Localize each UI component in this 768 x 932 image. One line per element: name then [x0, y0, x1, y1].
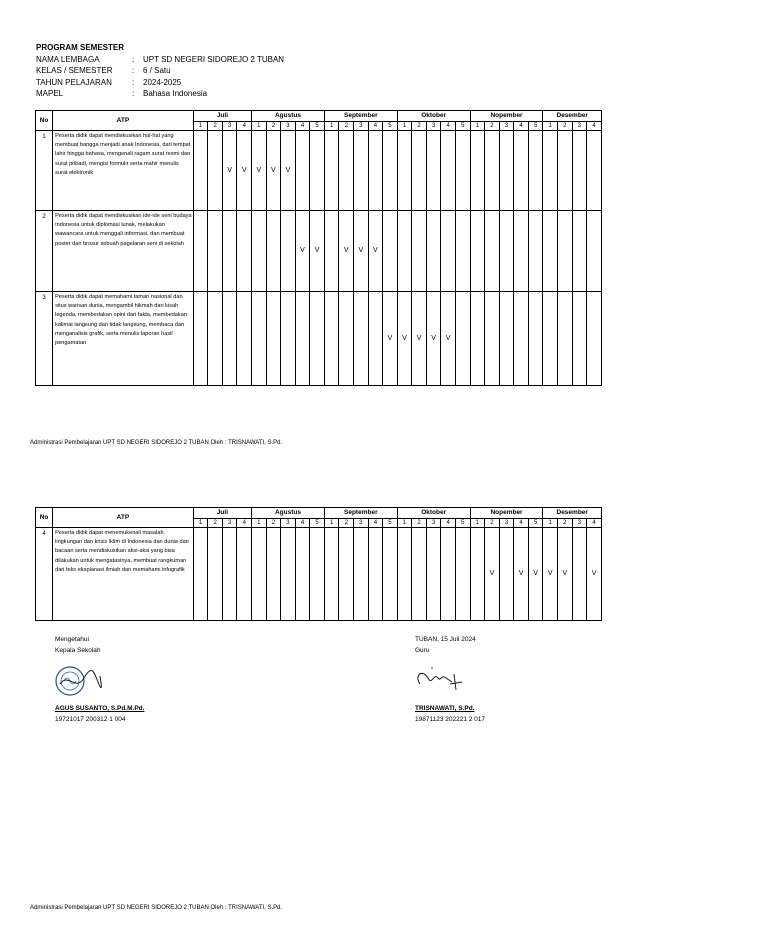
week-cell	[383, 131, 398, 211]
week-cell: V	[222, 131, 237, 211]
week-header: 1	[470, 122, 485, 131]
teacher-name: TRISNAWATI, S.Pd.	[415, 705, 475, 712]
week-header: 3	[426, 122, 441, 131]
month-header: September	[324, 111, 397, 122]
week-header: 3	[426, 519, 441, 528]
week-cell	[412, 211, 427, 292]
week-cell	[558, 211, 573, 292]
week-cell	[470, 528, 485, 621]
week-header: 5	[310, 519, 325, 528]
week-cell	[572, 211, 587, 292]
week-cell	[514, 211, 529, 292]
week-cell	[310, 528, 325, 621]
week-cell	[528, 292, 543, 386]
column-header-no: No	[36, 508, 53, 528]
week-cell	[193, 292, 208, 386]
week-cell	[339, 292, 354, 386]
table-row	[36, 528, 602, 621]
week-cell	[368, 292, 383, 386]
week-cell	[281, 292, 296, 386]
week-cell	[485, 131, 500, 211]
week-cell	[587, 131, 602, 211]
week-cell	[281, 211, 296, 292]
week-cell	[397, 211, 412, 292]
week-cell	[208, 211, 223, 292]
week-cell	[324, 131, 339, 211]
week-cell	[499, 131, 514, 211]
page-footer-1: Administrasi Pembelajaran UPT SD NEGERI SIDOREJO 2 TUBAN Oleh : TRISNAWATI, S.Pd.	[30, 440, 283, 446]
row-number: 1	[36, 131, 53, 211]
week-cell	[237, 211, 252, 292]
week-cell	[310, 292, 325, 386]
week-cell	[543, 292, 558, 386]
week-cell	[397, 528, 412, 621]
week-header: 3	[499, 519, 514, 528]
week-cell	[426, 131, 441, 211]
week-header: 2	[558, 122, 573, 131]
week-header: 4	[368, 122, 383, 131]
week-cell: V	[237, 131, 252, 211]
header-field-class: KELAS / SEMESTER : 6 / Satu	[36, 66, 171, 75]
week-cell	[339, 528, 354, 621]
week-cell	[208, 292, 223, 386]
week-cell	[368, 528, 383, 621]
week-cell: V	[383, 292, 398, 386]
week-cell	[587, 211, 602, 292]
week-cell	[528, 131, 543, 211]
week-header: 4	[368, 519, 383, 528]
week-cell	[295, 131, 310, 211]
week-cell	[324, 211, 339, 292]
month-header: Oktober	[397, 111, 470, 122]
week-cell	[252, 211, 267, 292]
week-cell	[222, 292, 237, 386]
week-cell	[543, 131, 558, 211]
week-cell	[514, 131, 529, 211]
teacher-id: 19871123 202221 2 017	[415, 716, 486, 723]
document-title: PROGRAM SEMESTER	[36, 43, 125, 52]
week-cell: V	[266, 131, 281, 211]
semester-plan-table-2	[35, 507, 602, 621]
week-header: 4	[587, 122, 602, 131]
column-header-atp: ATP	[53, 508, 194, 528]
week-header: 2	[339, 519, 354, 528]
week-cell	[383, 211, 398, 292]
week-cell	[528, 211, 543, 292]
week-cell	[485, 211, 500, 292]
header-field-year: TAHUN PELAJARAN : 2024-2025	[36, 77, 182, 87]
week-cell	[499, 292, 514, 386]
week-cell	[324, 528, 339, 621]
week-header: 3	[572, 122, 587, 131]
week-header: 1	[193, 122, 208, 131]
principal-name-block	[55, 703, 144, 725]
week-cell	[222, 528, 237, 621]
week-cell: V	[310, 211, 325, 292]
table-row	[36, 292, 602, 386]
week-header: 3	[281, 122, 296, 131]
week-cell	[266, 292, 281, 386]
week-cell	[397, 131, 412, 211]
week-cell	[310, 131, 325, 211]
row-number: 2	[36, 211, 53, 292]
week-cell: V	[354, 211, 369, 292]
week-header: 3	[354, 519, 369, 528]
week-header: 4	[295, 122, 310, 131]
week-cell	[354, 528, 369, 621]
month-header: Agustus	[252, 508, 325, 519]
table-row	[36, 131, 602, 211]
week-cell	[455, 292, 470, 386]
week-cell	[426, 211, 441, 292]
row-atp-text: Peserta didik dapat memahami taman nasional dan situs warisan dunia, mengambil hikmah dari kisah legenda, membedakan opini dari fakta, membedakan kalimat langsung dan tidak langsung, membaca dan menganalisis grafik, serta menulis laporan hasil pengamatan	[53, 292, 194, 386]
week-cell	[339, 131, 354, 211]
row-number: 3	[36, 292, 53, 386]
month-header: Nopember	[470, 111, 543, 122]
week-header: 2	[208, 519, 223, 528]
row-number: 4	[36, 528, 53, 621]
week-header: 4	[587, 519, 602, 528]
week-cell	[587, 292, 602, 386]
week-header: 1	[543, 519, 558, 528]
table-row	[36, 211, 602, 292]
week-cell: V	[587, 528, 602, 621]
week-header: 1	[543, 122, 558, 131]
week-cell	[412, 131, 427, 211]
week-header: 1	[193, 519, 208, 528]
header-field-subject: MAPEL : Bahasa Indonesia	[36, 89, 208, 98]
week-cell	[543, 211, 558, 292]
column-header-no: No	[36, 111, 53, 131]
week-cell	[193, 211, 208, 292]
week-cell	[237, 528, 252, 621]
week-header: 5	[455, 519, 470, 528]
teacher-name-block	[415, 703, 485, 725]
document-header	[36, 42, 284, 100]
week-cell	[441, 528, 456, 621]
week-header: 1	[397, 519, 412, 528]
signature-block-principal: Mengetahui Kepala Sekolah	[55, 636, 101, 654]
week-cell: V	[543, 528, 558, 621]
week-cell	[295, 292, 310, 386]
week-cell	[266, 211, 281, 292]
week-header: 5	[383, 519, 398, 528]
page-footer-2: Administrasi Pembelajaran UPT SD NEGERI SIDOREJO 2 TUBAN Oleh : TRISNAWATI, S.Pd.	[30, 905, 283, 911]
week-header: 4	[295, 519, 310, 528]
week-cell	[208, 131, 223, 211]
week-cell	[499, 211, 514, 292]
week-header: 5	[528, 519, 543, 528]
week-cell	[281, 528, 296, 621]
week-cell	[485, 292, 500, 386]
week-cell	[412, 528, 427, 621]
week-cell	[455, 131, 470, 211]
week-cell	[514, 292, 529, 386]
week-header: 5	[383, 122, 398, 131]
week-header: 5	[310, 122, 325, 131]
week-cell	[222, 211, 237, 292]
week-cell	[193, 528, 208, 621]
week-header: 4	[514, 519, 529, 528]
week-cell	[558, 292, 573, 386]
month-header: Desember	[543, 508, 602, 519]
week-header: 2	[208, 122, 223, 131]
week-header: 3	[572, 519, 587, 528]
semester-plan-table-1	[35, 110, 602, 386]
week-header: 4	[237, 519, 252, 528]
week-cell: V	[295, 211, 310, 292]
week-cell	[441, 211, 456, 292]
week-header: 3	[281, 519, 296, 528]
month-header: Oktober	[397, 508, 470, 519]
week-cell	[354, 131, 369, 211]
month-header: Juli	[193, 508, 251, 519]
week-header: 2	[485, 519, 500, 528]
week-cell: V	[514, 528, 529, 621]
week-cell	[426, 528, 441, 621]
week-cell	[193, 131, 208, 211]
week-cell	[252, 528, 267, 621]
week-header: 3	[499, 122, 514, 131]
principal-stamp-signature	[54, 664, 106, 698]
week-header: 2	[266, 122, 281, 131]
week-header: 1	[324, 519, 339, 528]
week-header: 1	[324, 122, 339, 131]
row-atp-text: Peserta didik dapat mendiskusikan ide-ide seni budaya Indonesia untuk diplomasi lunak, melakukan wawancara untuk menggali informasi, dan membuat poster dan brosur sebuah pagelaran seni di sekolah	[53, 211, 194, 292]
week-cell	[558, 131, 573, 211]
week-cell	[237, 292, 252, 386]
week-cell	[470, 292, 485, 386]
week-cell	[354, 292, 369, 386]
week-cell	[441, 131, 456, 211]
week-cell	[470, 131, 485, 211]
week-cell	[572, 292, 587, 386]
principal-id: 19721017 200312 1 004	[55, 716, 126, 723]
month-header: Nopember	[470, 508, 543, 519]
week-cell: V	[441, 292, 456, 386]
week-cell	[572, 131, 587, 211]
week-cell: V	[558, 528, 573, 621]
month-header: Desember	[543, 111, 602, 122]
week-cell	[499, 528, 514, 621]
week-header: 2	[266, 519, 281, 528]
week-cell	[208, 528, 223, 621]
signature-block-teacher: TUBAN, 15 Juli 2024 Guru	[415, 636, 476, 654]
week-cell: V	[281, 131, 296, 211]
month-header: September	[324, 508, 397, 519]
week-header: 5	[455, 122, 470, 131]
week-header: 5	[528, 122, 543, 131]
week-cell: V	[368, 211, 383, 292]
week-header: 4	[441, 122, 456, 131]
week-cell	[455, 528, 470, 621]
week-header: 2	[339, 122, 354, 131]
week-cell	[368, 131, 383, 211]
week-header: 3	[222, 122, 237, 131]
month-header: Agustus	[252, 111, 325, 122]
week-cell	[470, 211, 485, 292]
week-cell: V	[252, 131, 267, 211]
week-cell: V	[397, 292, 412, 386]
week-header: 1	[252, 122, 267, 131]
week-cell	[295, 528, 310, 621]
week-cell	[266, 528, 281, 621]
week-cell	[572, 528, 587, 621]
week-header: 1	[397, 122, 412, 131]
week-header: 4	[514, 122, 529, 131]
teacher-signature	[412, 664, 472, 698]
week-cell	[324, 292, 339, 386]
row-atp-text: Peserta didik dapat menemukenali masalah lingkungan dan krisis iklim di Indonesia dan dunia dari bacaan serta mendiskusikan aksi-aksi yang bisa dilakukan untuk mengatasinya, membuat rangkuman dari teks eksplanasi ilmiah dan memahami infografik	[53, 528, 194, 621]
week-cell	[455, 211, 470, 292]
week-header: 1	[252, 519, 267, 528]
week-cell	[252, 292, 267, 386]
row-atp-text: Peserta didik dapat mendiskusikan hal-hal yang membuat bangga menjadi anak Indonesia, dari tempat lahir hingga bahasa, mengenali ragam surat resmi dan surat pribadi, mengisi formulir serta mahir menulis surat elektronik	[53, 131, 194, 211]
week-header: 2	[412, 519, 427, 528]
week-header: 4	[237, 122, 252, 131]
week-header: 3	[222, 519, 237, 528]
month-header: Juli	[193, 111, 251, 122]
week-cell	[383, 528, 398, 621]
header-field-institution: NAMA LEMBAGA : UPT SD NEGERI SIDOREJO 2 TUBAN	[36, 54, 285, 64]
week-header: 2	[558, 519, 573, 528]
column-header-atp: ATP	[53, 111, 194, 131]
week-cell: V	[426, 292, 441, 386]
week-header: 2	[485, 122, 500, 131]
week-header: 3	[354, 122, 369, 131]
principal-name: AGUS SUSANTO, S.Pd.M.Pd.	[55, 705, 145, 712]
week-cell: V	[528, 528, 543, 621]
week-header: 2	[412, 122, 427, 131]
week-cell: V	[485, 528, 500, 621]
week-header: 4	[441, 519, 456, 528]
week-cell: V	[339, 211, 354, 292]
week-header: 1	[470, 519, 485, 528]
week-cell: V	[412, 292, 427, 386]
